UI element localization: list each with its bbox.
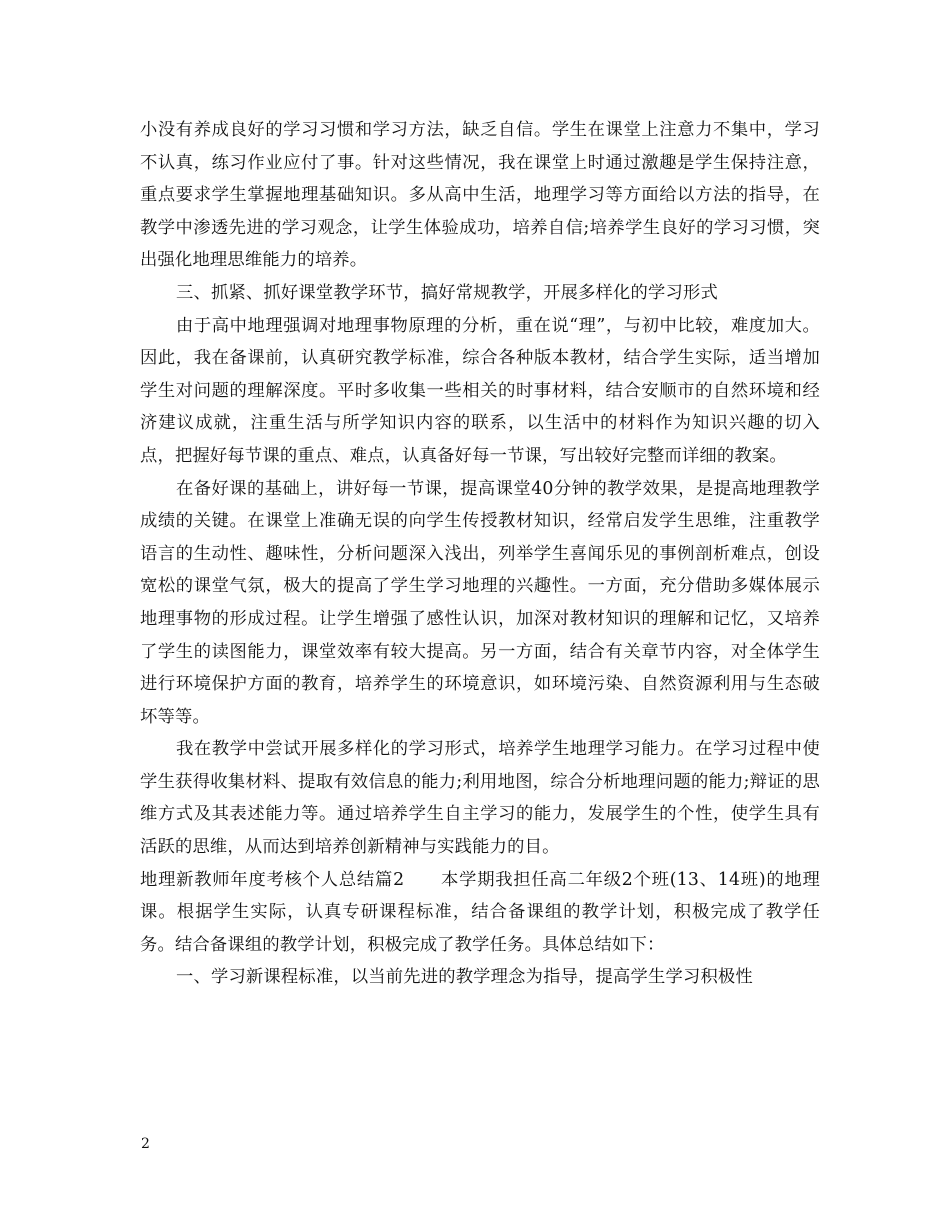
- paragraph-classroom-teaching: 在备好课的基础上，讲好每一节课，提高课堂40分钟的教学效果，是提高地理教学成绩的关键。在课堂上准确无误的向学生传授教材知识，经常启发学生思维，注重教学语言的生动性、趣味性，分析问题深入浅出，列举学生喜闻乐见的事例剖析难点，创设宽松的课堂气氛，极大的提高了学生学习地理的兴趣性。一方面，充分借助多媒体展示地理事物的形成过程。让学生增强了感性认识，加深对教材知识的理解和记忆，又培养了学生的读图能力，课堂效率有较大提高。另一方面，结合有关章节内容，对全体学生进行环境保护方面的教育，培养学生的环境意识，如环境污染、自然资源利用与生态破坏等等。: [140, 478, 820, 727]
- paragraph-lesson-prep: 由于高中地理强调对地理事物原理的分析，重在说“理”，与初中比较，难度加大。因此，我在备课前，认真研究教学标准，综合各种版本教材，结合学生实际，适当增加学生对问题的理解深度。平时多收集一些相关的时事材料，结合安顺市的自然环境和经济建议成就，注重生活与所学知识内容的联系，以生活中的材料作为知识兴趣的切入点，把握好每节课的重点、难点，认真备好每一节课，写出较好完整而详细的教案。: [140, 315, 820, 466]
- section-heading-one: 一、学习新课程标准，以当前先进的教学理念为指导，提高学生学习积极性: [176, 967, 753, 988]
- paragraph-continued: 小没有养成良好的学习习惯和学习方法，缺乏自信。学生在课堂上注意力不集中，学习不认真，练习作业应付了事。针对这些情况，我在课堂上时通过激趣是学生保持注意，重点要求学生掌握地理基础知识。多从高中生活，地理学习等方面给以方法的指导，在教学中渗透先进的学习观念，让学生体验成功，培养自信;培养学生良好的学习习惯，突出强化地理思维能力的培养。: [140, 120, 820, 271]
- paragraph-learning-forms: 我在教学中尝试开展多样化的学习形式，培养学生地理学习能力。在学习过程中使学生获得收集材料、提取有效信息的能力;利用地图，综合分析地理问题的能力;辩证的思维方式及其表述能力等。通过培养学生自主学习的能力，发展学生的个性，使学生具有活跃的思维，从而达到培养创新精神与实践能力的目。: [140, 739, 820, 858]
- document-body: [140, 114, 820, 994]
- page-number: 2: [141, 1136, 150, 1152]
- section-heading-three: 三、抓紧、抓好课堂教学环节，搞好常规教学，开展多样化的学习形式: [176, 282, 718, 303]
- paragraph-article-two-intro: 地理新教师年度考核个人总结篇2 本学期我担任高二年级2个班(13、14班)的地理课。根据学生实际，认真专研课程标准，结合备课组的教学计划，积极完成了教学任务。结合备课组的教学计划，积极完成了教学任务。具体总结如下：: [140, 869, 820, 955]
